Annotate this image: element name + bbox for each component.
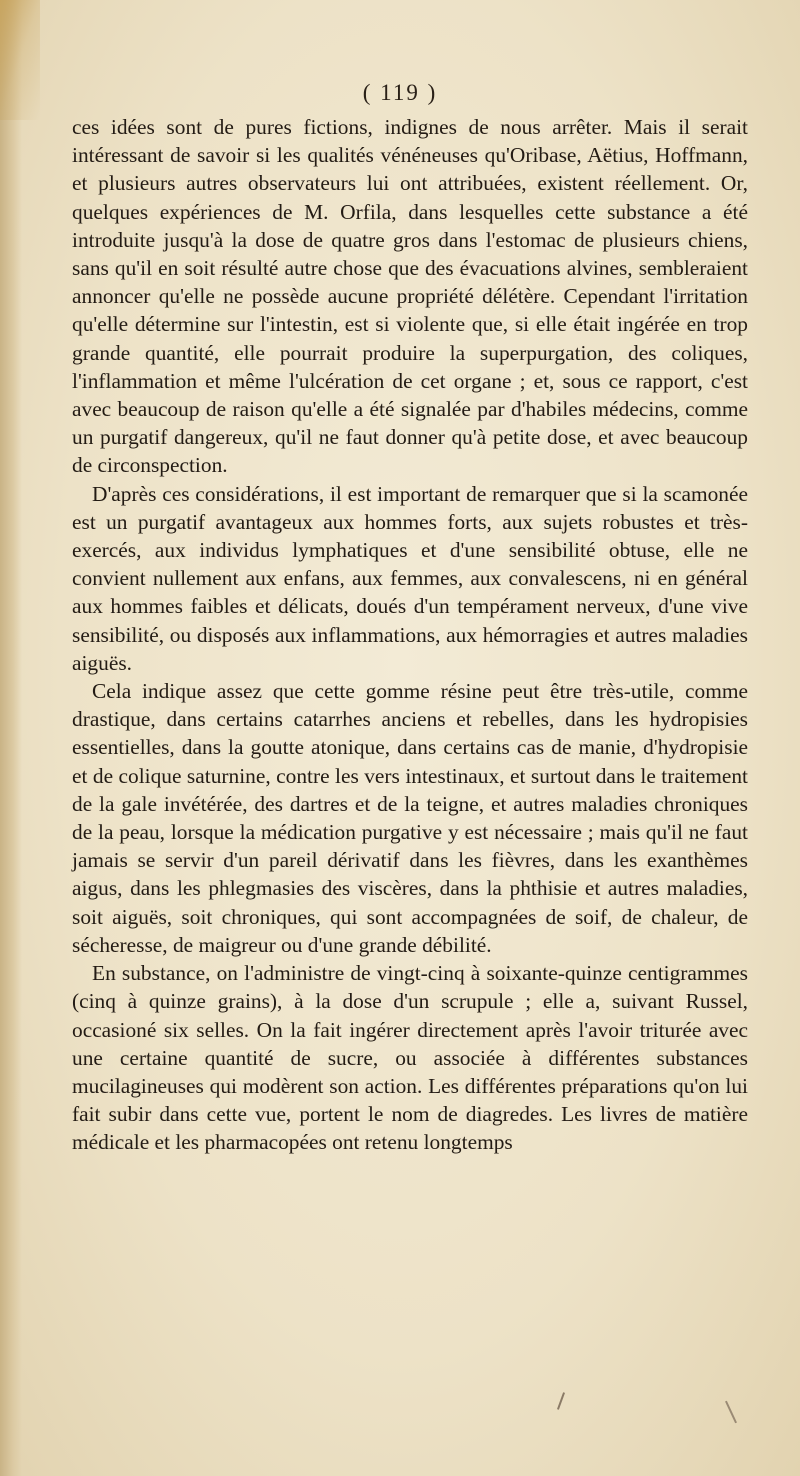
spine-shadow	[0, 0, 22, 1476]
body-text	[72, 113, 748, 1157]
stray-mark	[725, 1401, 737, 1424]
stray-mark	[557, 1392, 565, 1410]
page-number: ( 119 )	[362, 80, 438, 105]
paragraph-4: En substance, on l'administre de vingt-cinq à soixante-quinze centigrammes (cinq à quinze grains), à la dose d'un scrupule ; elle a, suivant Russel, occasioné six selles. On la fait ingérer directement après l'avoir triturée avec une certaine quantité de sucre, ou associée à différentes substances mucilagineuses qui modèrent son action. Les différentes préparations qu'on lui fait subir dans cette vue, portent le nom de diagredes. Les livres de matière médicale et les pharmacopées ont retenu longtemps	[72, 961, 748, 1155]
paragraph-3: Cela indique assez que cette gomme résine peut être très-utile, comme drastique, dans certains catarrhes anciens et rebelles, dans les hydropisies essentielles, dans la goutte atonique, dans certains cas de manie, d'hydropisie et de colique saturnine, contre les vers intestinaux, et surtout dans le traitement de la gale invétérée, des dartres et de la teigne, et autres maladies chroniques de la peau, lorsque la médication purgative y est nécessaire ; mais qu'il ne faut jamais se servir d'un pareil dérivatif dans les fièvres, dans les exanthèmes aigus, dans les phlegmasies des viscères, dans la phthisie et autres maladies, soit aiguës, soit chroniques, qui sont accompagnées de soif, de chaleur, de sécheresse, de maigreur ou d'une grande débilité.	[72, 679, 748, 957]
paragraph-2: D'après ces considérations, il est important de remarquer que si la scamonée est un purgatif avantageux aux hommes forts, aux sujets robustes et très-exercés, aux individus lymphatiques et d'une sensibilité obtuse, elle ne convient nullement aux enfans, aux femmes, aux convalescens, ni en général aux hommes faibles et délicats, doués d'un tempérament nerveux, d'une vive sensibilité, ou disposés aux inflammations, aux hémorragies et autres maladies aiguës.	[72, 481, 748, 675]
paragraph-1: ces idées sont de pures fictions, indignes de nous arrêter. Mais il serait intéressant de savoir si les qualités vénéneuses qu'Oribase, Aëtius, Hoffmann, et plusieurs autres observateurs lui ont attribuées, existent réellement. Or, quelques expériences de M. Orfila, dans lesquelles cette substance a été introduite jusqu'à la dose de quatre gros dans l'estomac de plusieurs chiens, sans qu'il en soit résulté autre chose que des évacuations alvines, sembleraient annoncer qu'elle ne possède aucune propriété délétère. Cependant l'irritation qu'elle détermine sur l'intestin, est si violente que, si elle était ingérée en trop grande quantité, elle pourrait produire la superpurgation, des coliques, l'inflammation et même l'ulcération de cet organe ; et, sous ce rapport, c'est avec beaucoup de raison qu'elle a été signalée par d'habiles médecins, comme un purgatif dangereux, qu'il ne faut donner qu'à petite dose, et avec beaucoup de circonspection.	[72, 115, 748, 478]
